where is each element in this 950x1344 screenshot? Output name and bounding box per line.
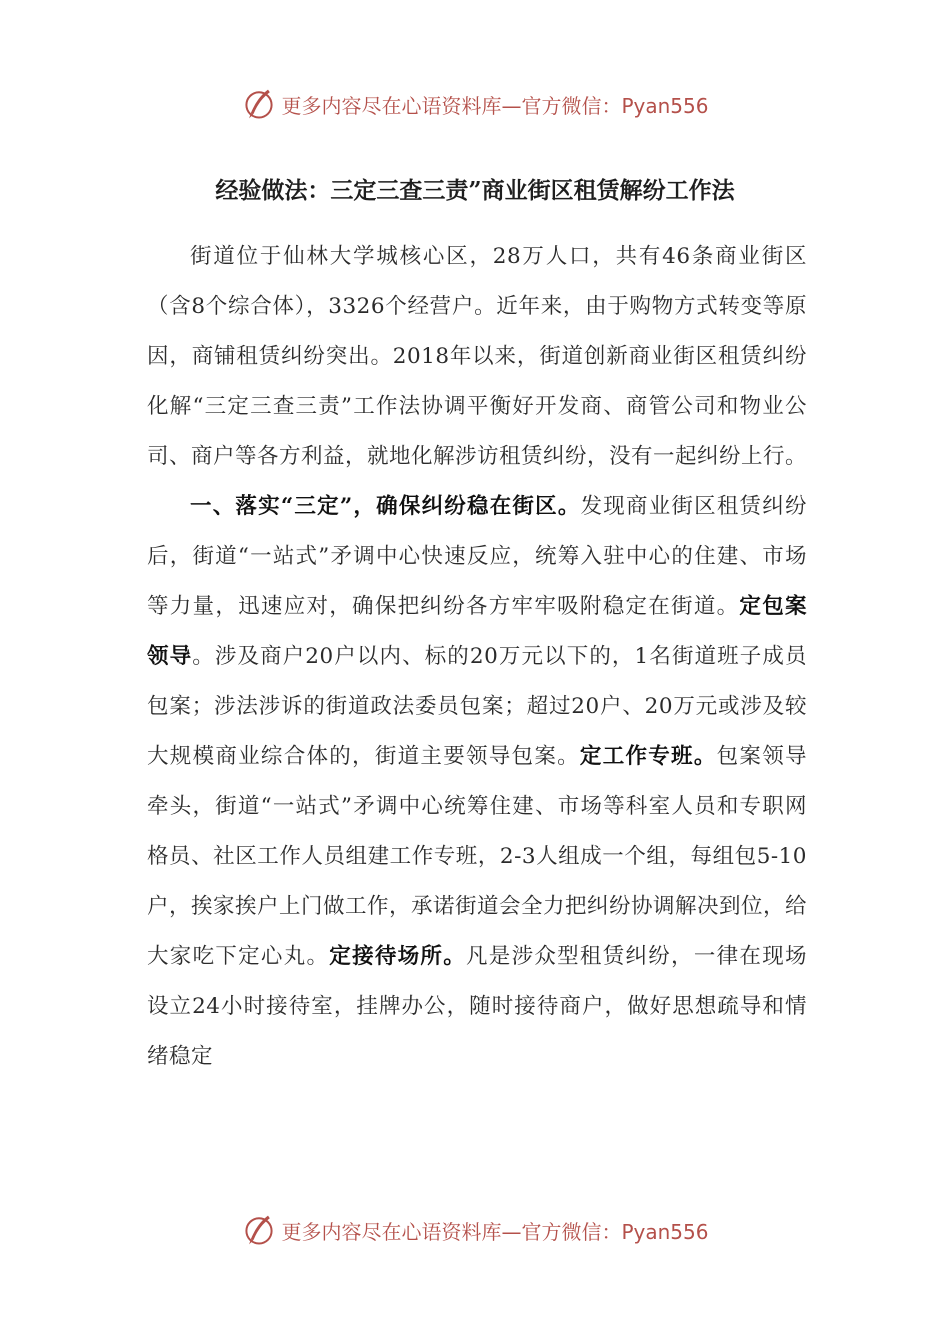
reception-site-text: 凡是涉众型租赁纠纷，一律在现场设立24小时接待室，挂牌办公，随时接待商户，做好思想疏导和情绪稳定	[147, 944, 807, 1069]
footer-banner	[0, 1208, 950, 1252]
label-case-leader: 定包案领导	[147, 594, 807, 669]
work-team-text: 包案领导牵头，街道“一站式”矛调中心统筹住建、市场等科室人员和专职网格员、社区工作人员组建工作专班，2-3人组成一个组，每组包5-10户，挨家挨户上门做工作，承诺街道会全力把纠纷协调解决到位，给大家吃下定心丸。	[147, 744, 808, 969]
section-1-heading: 一、落实“三定”，确保纠纷稳在街区。	[190, 494, 581, 519]
header-banner	[0, 82, 950, 126]
banner-text: 更多内容尽在心语资料库—官方微信：Pyan556	[281, 1219, 709, 1244]
intro-paragraph: 街道位于仙林大学城核心区，28万人口，共有46条商业街区（含8个综合体），3326个经营户。近年来，由于购物方式转变等原因，商铺租赁纠纷突出。2018年以来，街道创新商业街区租赁纠纷化解“三定三查三责”工作法协调平衡好开发商、商管公司和物业公司、商户等各方利益，就地化解涉访租赁纠纷，没有一起纠纷上行。	[147, 244, 808, 469]
banner-text: 更多内容尽在心语资料库—官方微信：Pyan556	[281, 93, 709, 118]
quill-pen-logo-icon	[241, 86, 277, 122]
document-body	[147, 232, 807, 1082]
case-leader-text: 。涉及商户20户以内、标的20万元以下的，1名街道班子成员包案；涉法涉诉的街道政法委员包案；超过20户、20万元或涉及较大规模商业综合体的，街道主要领导包案。	[147, 644, 807, 769]
quill-pen-logo-icon	[241, 1212, 277, 1248]
document-title: 经验做法：三定三查三责”商业街区租赁解纷工作法	[215, 177, 735, 204]
label-work-team: 定工作专班。	[579, 744, 717, 769]
section-1-text: 发现商业街区租赁纠纷后，街道“一站式”矛调中心快速反应，统筹入驻中心的住建、市场等力量，迅速应对，确保把纠纷各方牢牢吸附稳定在街道。	[147, 494, 807, 619]
label-reception-site: 定接待场所。	[329, 944, 466, 969]
section-1-paragraph	[147, 482, 807, 1082]
